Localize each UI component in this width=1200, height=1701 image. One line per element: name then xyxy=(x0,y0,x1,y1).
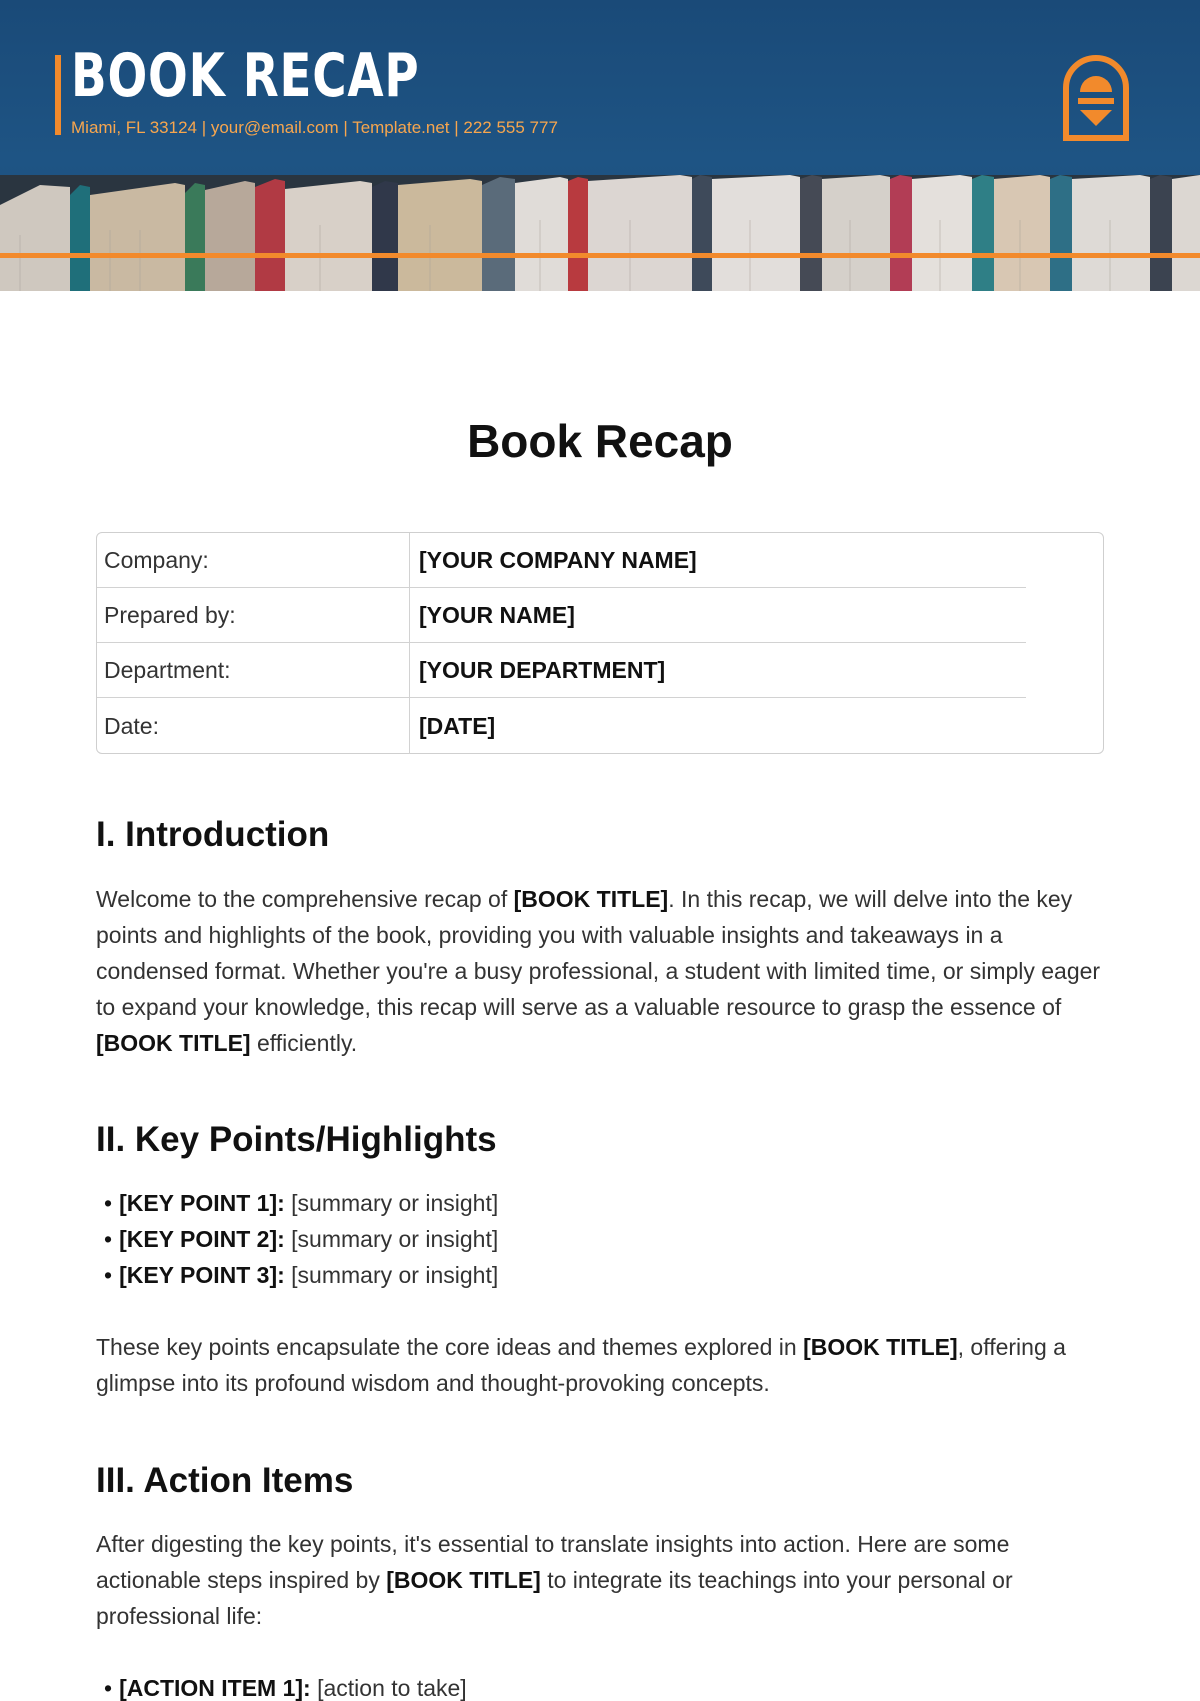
row-divider xyxy=(97,697,1026,698)
table-row xyxy=(97,699,1105,754)
list-item: • [KEY POINT 1]: [summary or insight] xyxy=(104,1190,499,1216)
department-value: [YOUR DEPARTMENT] xyxy=(419,657,666,683)
books-spines-image xyxy=(0,175,1200,291)
info-table xyxy=(96,532,1104,754)
list-item: • [KEY POINT 3]: [summary or insight] xyxy=(104,1262,499,1288)
introduction-heading: I. Introduction xyxy=(96,815,330,854)
book-title-placeholder: [BOOK TITLE] xyxy=(386,1567,541,1593)
header-banner xyxy=(0,0,1200,291)
prepared-by-value: [YOUR NAME] xyxy=(419,602,575,628)
key-points-paragraph xyxy=(96,1329,1106,1401)
key-point-label: [KEY POINT 1]: xyxy=(119,1190,285,1216)
table-row xyxy=(97,643,1105,698)
text-run: efficiently. xyxy=(250,1030,358,1056)
table-row xyxy=(97,588,1105,643)
text-run: These key points encapsulate the core ideas and themes explored in xyxy=(96,1334,804,1360)
key-points-list xyxy=(104,1185,498,1293)
key-points-heading: II. Key Points/Highlights xyxy=(96,1120,497,1159)
key-point-label: [KEY POINT 2]: xyxy=(119,1226,285,1252)
key-point-text: [summary or insight] xyxy=(284,1226,499,1252)
prepared-by-label: Prepared by: xyxy=(104,602,236,628)
document-title: Book Recap xyxy=(467,415,733,467)
date-value: [DATE] xyxy=(419,713,496,739)
key-point-text: [summary or insight] xyxy=(284,1190,499,1216)
list-item: • [ACTION ITEM 1]: [action to take] xyxy=(104,1675,467,1701)
book-title-placeholder: [BOOK TITLE] xyxy=(96,1030,251,1056)
text-run: After digesting the key points, it's essential to translate insights into action. Here are some actionable steps inspired by xyxy=(96,1531,1010,1593)
text-run: , offering a glimpse into its profound wisdom and thought-provoking concepts. xyxy=(96,1334,1066,1396)
download-arch-icon xyxy=(1060,52,1132,142)
key-point-label: [KEY POINT 3]: xyxy=(119,1262,285,1288)
book-title-placeholder: [BOOK TITLE] xyxy=(803,1334,958,1360)
list-item: • [KEY POINT 2]: [summary or insight] xyxy=(104,1226,499,1252)
action-items-paragraph xyxy=(96,1526,1106,1634)
company-value: [YOUR COMPANY NAME] xyxy=(419,547,697,573)
text-run: to integrate its teachings into your personal or professional life: xyxy=(96,1567,1013,1629)
table-row xyxy=(97,533,1105,588)
brand-accent-bar xyxy=(55,55,61,135)
action-items-heading: III. Action Items xyxy=(96,1461,354,1500)
book-title-placeholder: [BOOK TITLE] xyxy=(513,886,669,912)
text-run: Welcome to the comprehensive recap of xyxy=(96,886,514,912)
key-point-text: [summary or insight] xyxy=(284,1262,499,1288)
action-item-label: [ACTION ITEM 1]: xyxy=(119,1675,311,1701)
department-label: Department: xyxy=(104,657,231,683)
company-label: Company: xyxy=(104,547,209,573)
action-item-text: [action to take] xyxy=(310,1675,467,1701)
brand-title: BOOK RECAP xyxy=(71,41,420,111)
brand-contact: Miami, FL 33124 | your@email.com | Template.net | 222 555 777 xyxy=(71,118,558,137)
text-run: . In this recap, we will delve into the key points and highlights of the book, providing you with valuable insights and takeaways in a condensed format. Whether you're a busy professional, a student with limited time, or simply eager to expand your knowledge, this recap will serve as a valuable resource to grasp the essence of xyxy=(96,886,1101,1020)
introduction-paragraph xyxy=(96,881,1106,1061)
date-label: Date: xyxy=(104,713,159,739)
action-items-list xyxy=(104,1670,467,1701)
